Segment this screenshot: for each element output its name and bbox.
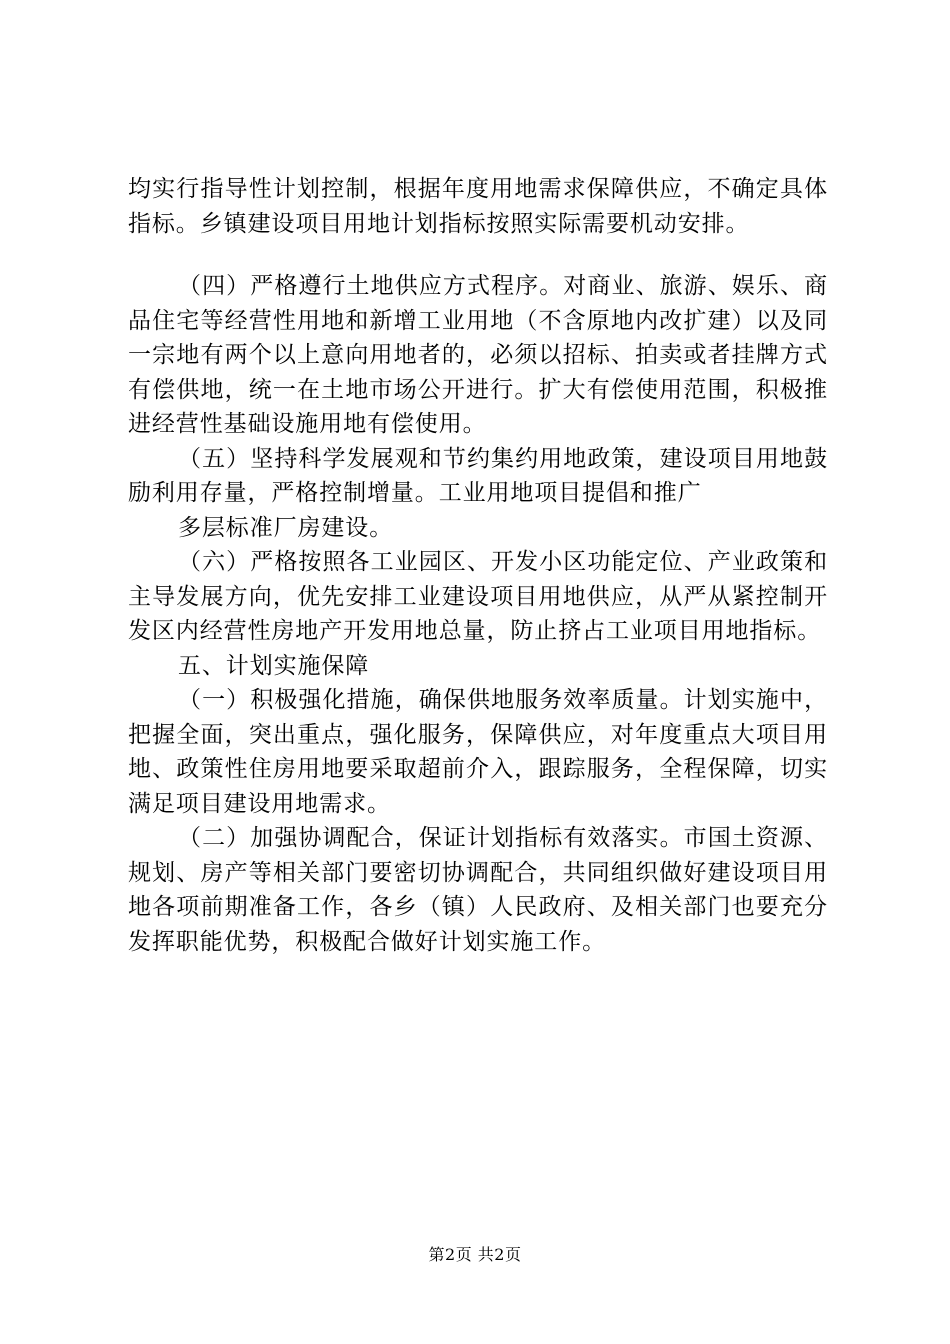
paragraph-section-5: （五）坚持科学发展观和节约集约用地政策，建设项目用地鼓励利用存量，严格控制增量。工业用地项目提倡和推广 [128, 445, 828, 506]
paragraph-guarantee-2: （二）加强协调配合，保证计划指标有效落实。市国土资源、规划、房产等相关部门要密切协调配合，共同组织做好建设项目用地各项前期准备工作，各乡（镇）人民政府、及相关部门也要充分发挥职能优势，积极配合做好计划实施工作。 [128, 825, 828, 955]
paragraph-section-5-cont: 多层标准厂房建设。 [178, 514, 394, 541]
paragraph-continuation: 均实行指导性计划控制，根据年度用地需求保障供应，不确定具体指标。乡镇建设项目用地计划指标按照实际需要机动安排。 [128, 176, 828, 237]
paragraph-section-4: （四）严格遵行土地供应方式程序。对商业、旅游、娱乐、商品住宅等经营性用地和新增工业用地（不含原地内改扩建）以及同一宗地有两个以上意向用地者的，必须以招标、拍卖或者挂牌方式有偿供地，统一在土地市场公开进行。扩大有偿使用范围，积极推进经营性基础设施用地有偿使用。 [128, 273, 828, 437]
paragraph-section-6: （六）严格按照各工业园区、开发小区功能定位、产业政策和主导发展方向，优先安排工业建设项目用地供应，从严从紧控制开发区内经营性房地产开发用地总量，防止挤占工业项目用地指标。 [128, 549, 828, 644]
paragraph-guarantee-1: （一）积极强化措施，确保供地服务效率质量。计划实施中，把握全面，突出重点，强化服务，保障供应，对年度重点大项目用地、政策性住房用地要采取超前介入，跟踪服务，全程保障，切实满足项目建设用地需求。 [128, 687, 828, 817]
page-footer: 第2页 共2页 [428, 1245, 522, 1264]
heading-implementation-guarantee: 五、计划实施保障 [178, 652, 370, 679]
document-body [128, 172, 828, 959]
